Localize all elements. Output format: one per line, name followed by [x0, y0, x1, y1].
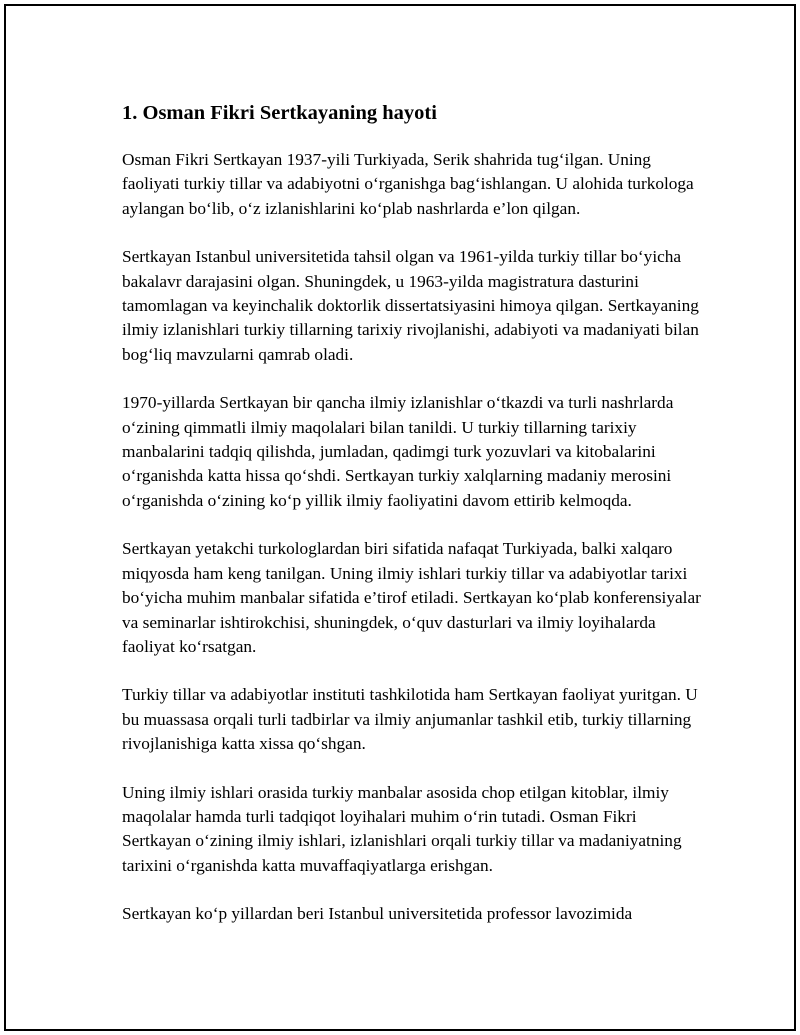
paragraph-institute: Turkiy tillar va adabiyotlar instituti tashkilotida ham Sertkayan faoliyat yuritgan. U bu muassasa orqali turli tadbirlar va ilmiy anjumanlar tashkil etib, turkiy tillarning rivojlanishiga katta xissa qo‘shgan.: [122, 685, 698, 754]
paragraph-education: Sertkayan Istanbul universitetida tahsil olgan va 1961-yilda turkiy tillar bo‘yicha bakalavr darajasini olgan. Shuningdek, u 1963-yilda magistratura dasturini tamomlagan va keyinchalik doktorlik dissertatsiyasini himoya qilgan. Sertkayaning ilmiy izlanishlari turkiy tillarning tarixiy rivojlanishi, adabiyoti va madaniyati bilan bog‘liq mavzularni qamrab oladi.: [122, 247, 699, 364]
paragraph-recognition: Sertkayan yetakchi turkologlardan biri sifatida nafaqat Turkiyada, balki xalqaro miqyosda ham keng tanilgan. Uning ilmiy ishlari turkiy tillar va adabiyotlar tarixi bo‘yicha muhim manbalar sifatida e’tirof etiladi. Sertkayan ko‘plab konferensiyalar va seminarlar ishtirokchisi, shuningdek, o‘quv dasturlari va ilmiy loyihalarda faoliyat ko‘rsatgan.: [122, 539, 701, 656]
paragraph-works: Uning ilmiy ishlari orasida turkiy manbalar asosida chop etilgan kitoblar, ilmiy maqolalar hamda turli tadqiqot loyihalari muhim o‘rin tutadi. Osman Fikri Sertkayan o‘zining ilmiy ishlari, izlanishlari orqali turkiy tillar va madaniyatning tarixini o‘rganishda katta muvaffaqiyatlarga erishgan.: [122, 782, 682, 875]
paragraph-professorship: Sertkayan ko‘p yillardan beri Istanbul universitetida professor lavozimida: [122, 904, 633, 924]
section-heading: 1. Osman Fikri Sertkayaning hayoti: [122, 102, 437, 124]
paragraph-1970s-research: 1970-yillarda Sertkayan bir qancha ilmiy izlanishlar o‘tkazdi va turli nashrlarda o‘zining qimmatli ilmiy maqolalari bilan tanildi. U turkiy tillarning tarixiy manbalarini tadqiq qilishda, jumladan, qadimgi turk yozuvlari va kitobalarini o‘rganishda katta hissa qo‘shdi. Sertkayan turkiy xalqlarning madaniy merosini o‘rganishda o‘zining ko‘p yillik ilmiy faoliyatini davom ettirib kelmoqda.: [122, 393, 674, 510]
page-frame: [4, 4, 796, 1031]
document-body: [122, 100, 702, 951]
paragraph-birth: Osman Fikri Sertkayan 1937-yili Turkiyada, Serik shahrida tug‘ilgan. Uning faoliyati turkiy tillar va adabiyotni o‘rganishga bag‘ishlangan. U alohida turkologa aylangan bo‘lib, o‘z izlanishlarini ko‘plab nashrlarda e’lon qilgan.: [122, 150, 694, 218]
